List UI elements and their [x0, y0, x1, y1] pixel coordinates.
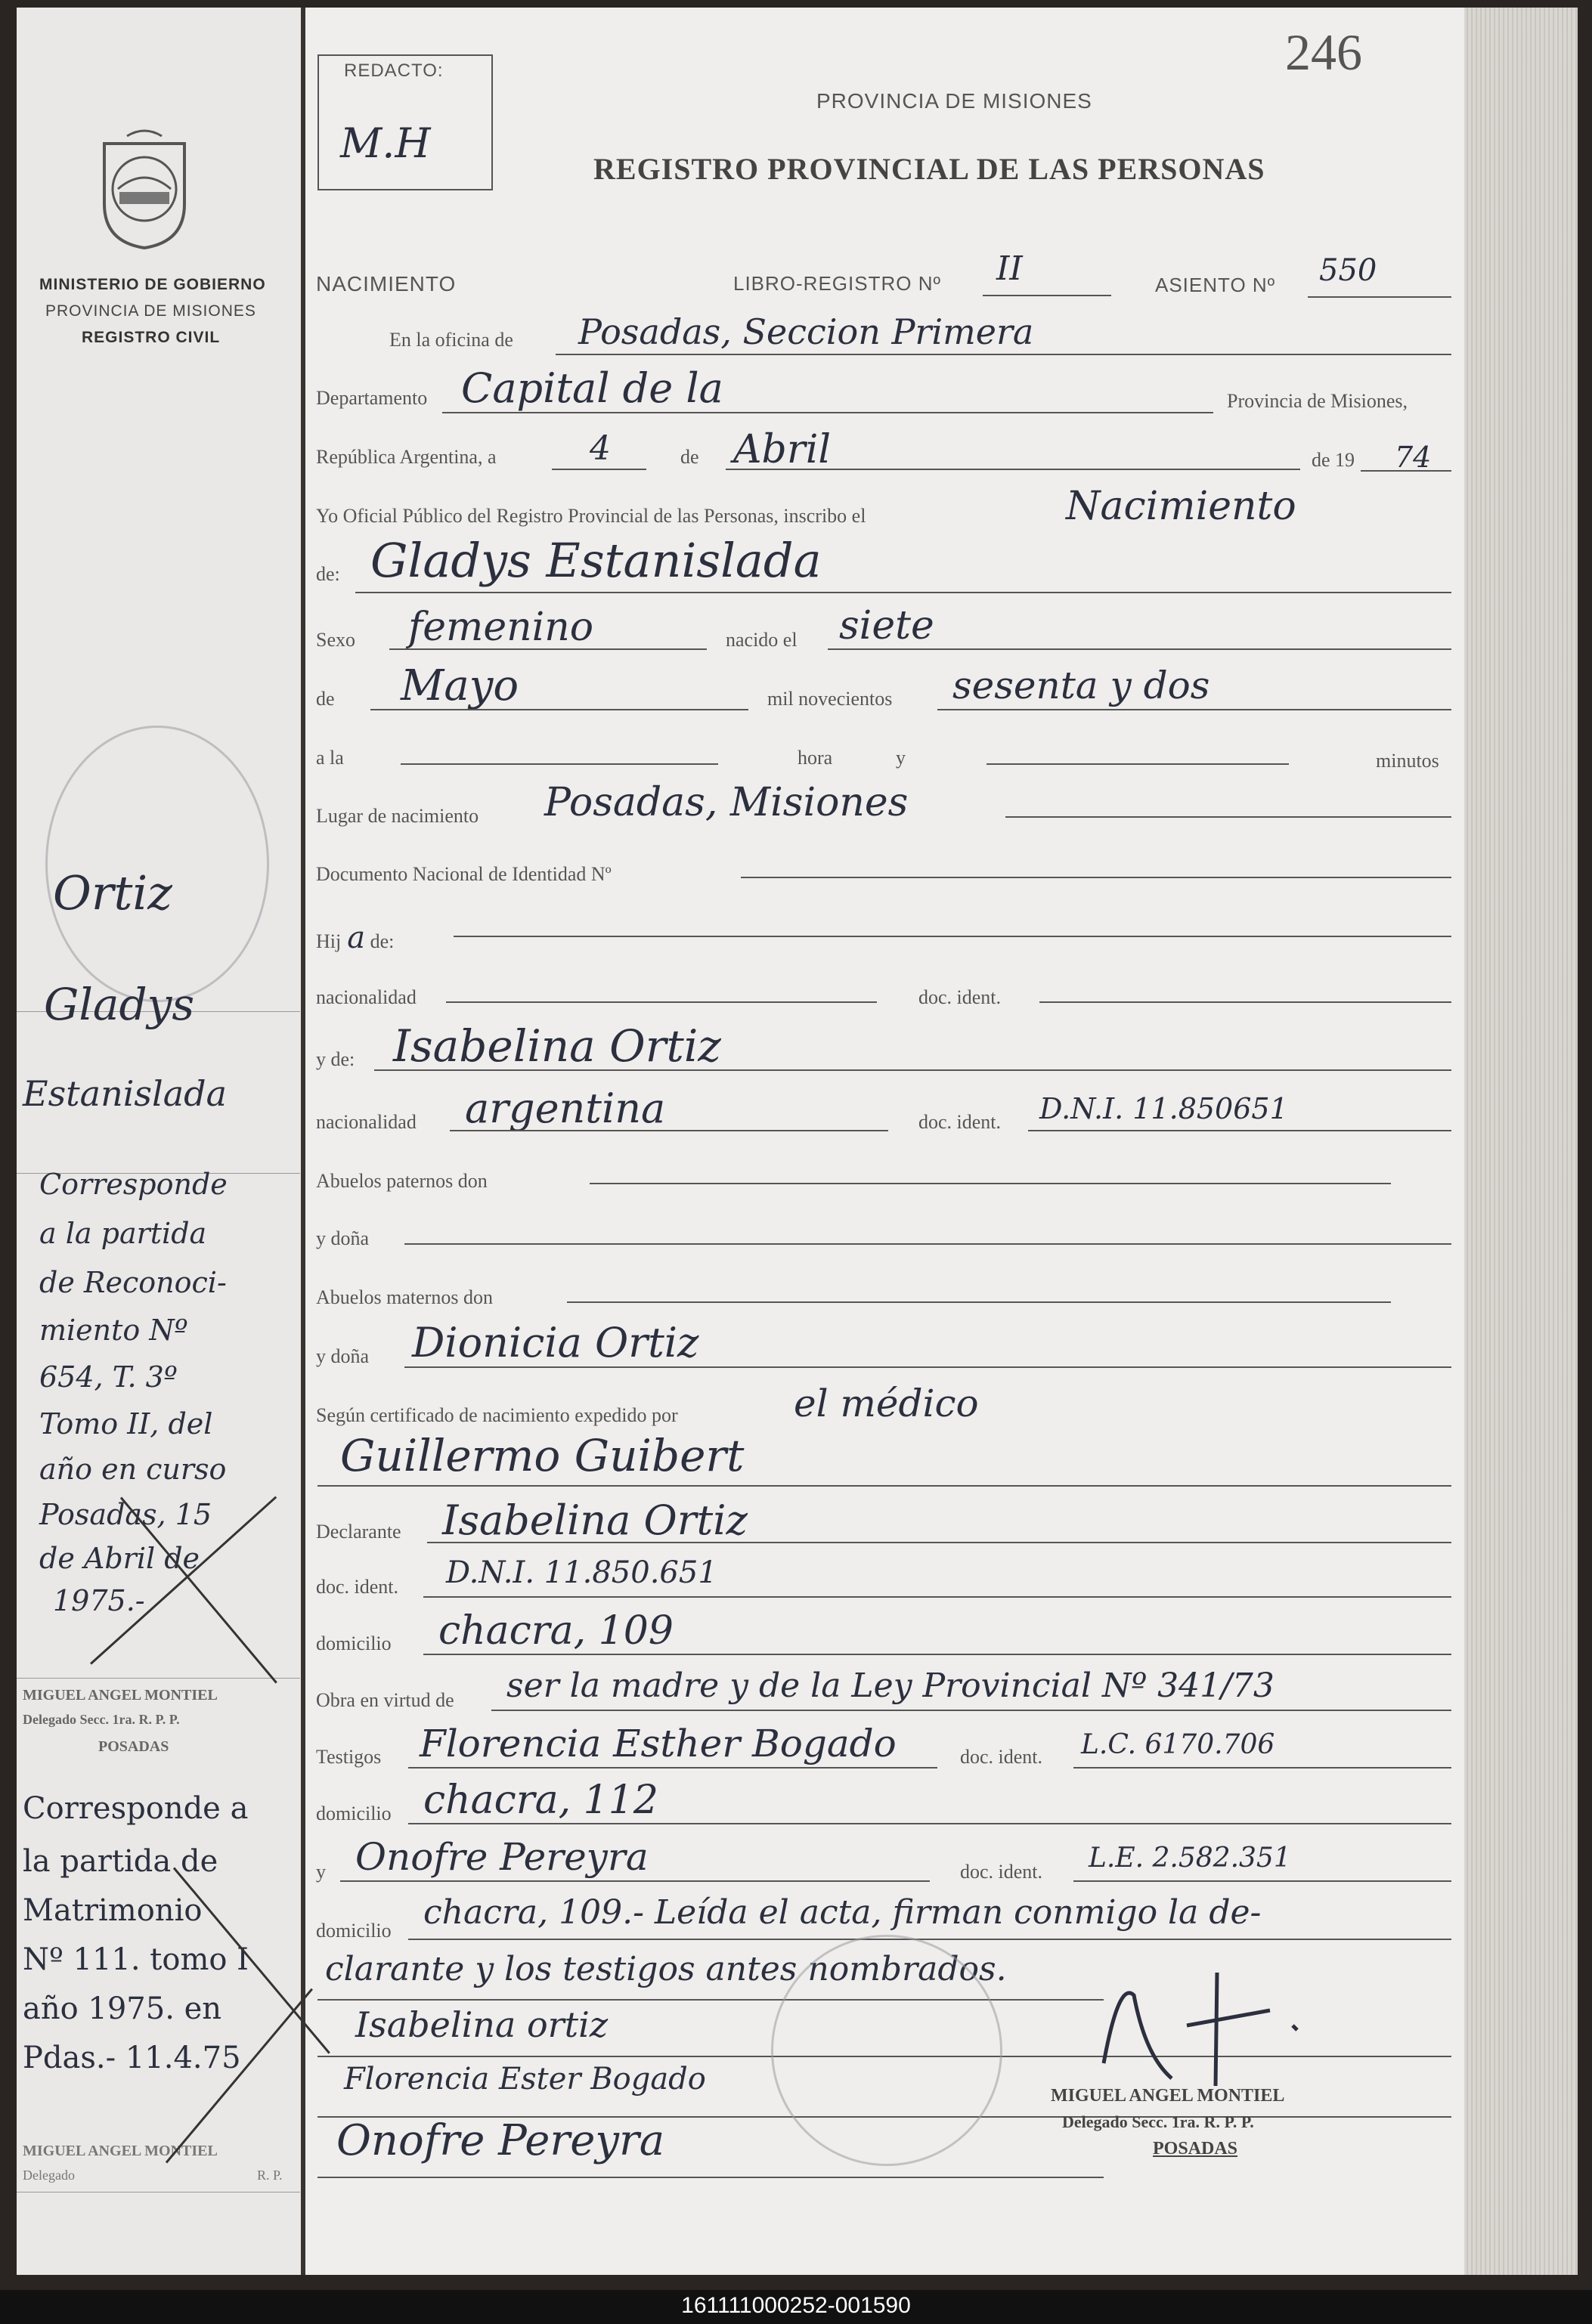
page-number: 246 — [1285, 23, 1362, 81]
signature-testigo-1: Florencia Ester Bogado — [344, 2062, 706, 2097]
margin-name-1: Gladys — [44, 979, 195, 1030]
margin-note-2-line: la partida de — [23, 1844, 218, 1879]
image-code: 161111000252-001590 — [681, 2293, 911, 2318]
doc-testigo-2-label: doc. ident. — [960, 1861, 1043, 1883]
page-divider — [301, 8, 305, 2275]
testigos-label: Testigos — [316, 1746, 382, 1768]
a-la-label: a la — [316, 747, 344, 769]
margin-stamp-1-name: MIGUEL ANGEL MONTIEL — [23, 1687, 218, 1704]
y-dona-2-label: y doña — [316, 1345, 370, 1367]
medico-value: Guillermo Guibert — [340, 1430, 745, 1481]
de-label: de — [680, 446, 699, 468]
redacto-value: M.H — [340, 119, 431, 167]
hora-label: hora — [798, 747, 833, 769]
abuelos-paternos-label: Abuelos paternos don — [316, 1170, 488, 1192]
margin-note-2-line: Pdas.- 11.4.75 — [23, 2041, 241, 2075]
doc-testigo-1-value: L.C. 6170.706 — [1081, 1729, 1275, 1760]
hij-de-label: de: — [370, 930, 395, 952]
testigo-2-value: Onofre Pereyra — [355, 1835, 649, 1879]
asiento-label: ASIENTO Nº — [1155, 274, 1276, 296]
ministry-line-2: PROVINCIA DE MISIONES — [45, 302, 256, 320]
domicilio-testigo-1-label: domicilio — [316, 1803, 392, 1824]
nacionalidad-padre-label: nacionalidad — [316, 986, 417, 1008]
official-stamp-name: MIGUEL ANGEL MONTIEL — [1051, 2086, 1285, 2106]
segun-label: Según certificado de nacimiento expedido por — [316, 1404, 678, 1426]
testigo-1-value: Florencia Esther Bogado — [420, 1722, 897, 1765]
signature-testigo-2: Onofre Pereyra — [336, 2116, 665, 2165]
provincia-label: Provincia de Misiones, — [1227, 390, 1408, 412]
margin-stamp-2-name: MIGUEL ANGEL MONTIEL — [23, 2143, 218, 2159]
y-dona-1-label: y doña — [316, 1227, 370, 1249]
nombre-value: Gladys Estanislada — [370, 533, 822, 588]
anio-label: de 19 — [1312, 449, 1355, 471]
hij-suffix: a — [347, 921, 366, 955]
obra-label: Obra en virtud de — [316, 1689, 454, 1711]
margin-note-1-line: 654, T. 3º — [39, 1360, 178, 1394]
doc-testigo-2-value: L.E. 2.582.351 — [1089, 1843, 1291, 1874]
obra-value: ser la madre y de la Ley Provincial Nº 341/73 — [506, 1666, 1275, 1705]
oficina-label: En la oficina de — [389, 329, 513, 351]
asiento-value: 550 — [1319, 253, 1377, 288]
margin-note-1-line: de Abril de — [39, 1542, 200, 1575]
y-de-label: y de: — [316, 1048, 355, 1070]
declarante-value: Isabelina Ortiz — [442, 1496, 748, 1544]
margin-note-2-line: año 1975. en — [23, 1991, 222, 2026]
lugar-value: Posadas, Misiones — [544, 780, 909, 825]
republica-label: República Argentina, a — [316, 446, 497, 468]
signature-declarante: Isabelina ortiz — [355, 2004, 609, 2045]
domicilio-testigo-2-label: domicilio — [316, 1920, 392, 1942]
mes-nac-value: Mayo — [401, 661, 519, 710]
ministry-line-1: MINISTERIO DE GOBIERNO — [39, 276, 266, 293]
oficina-value: Posadas, Seccion Primera — [578, 311, 1034, 352]
doc-padre-label: doc. ident. — [918, 986, 1002, 1008]
libro-value: II — [996, 249, 1023, 288]
margin-note-2-line: Matrimonio — [23, 1893, 203, 1928]
official-signature — [1073, 1965, 1315, 2097]
yo-oficial-label: Yo Oficial Público del Registro Provincial de las Personas, inscribo el — [316, 505, 866, 527]
abuela-value: Dionicia Ortiz — [412, 1319, 699, 1366]
margin-surname: Ortiz — [53, 865, 172, 921]
declarante-label: Declarante — [316, 1521, 401, 1543]
margin-stamp-2-title: Delegado — [23, 2168, 75, 2183]
nacido-value: siete — [839, 603, 934, 648]
doc-madre-label: doc. ident. — [918, 1111, 1002, 1133]
madre-value: Isabelina Ortiz — [393, 1020, 721, 1072]
mil-novecientos-label: mil novecientos — [767, 688, 893, 710]
book-page-edges — [1464, 8, 1578, 2275]
departamento-value: Capital de la — [461, 364, 723, 412]
hij-label — [316, 921, 394, 955]
inscribo-value: Nacimiento — [1066, 484, 1296, 529]
margin-note-1-line: año en curso — [39, 1453, 227, 1486]
sexo-label: Sexo — [316, 629, 355, 651]
ministry-seal — [97, 128, 192, 253]
registry-title: REGISTRO PROVINCIAL DE LAS PERSONAS — [593, 152, 1265, 186]
official-stamp-city: POSADAS — [1153, 2139, 1238, 2158]
margin-note-2-line: Nº 111. tomo I — [23, 1942, 249, 1977]
official-stamp-title: Delegado Secc. 1ra. R. P. P. — [1062, 2112, 1254, 2131]
anio-value: 74 — [1395, 441, 1432, 474]
dia-value: 4 — [590, 429, 611, 468]
redacto-label: REDACTO: — [344, 60, 444, 81]
sexo-value: femenino — [408, 605, 594, 650]
margin-note-2-line: Corresponde a — [23, 1791, 249, 1826]
mes-value: Abril — [733, 427, 831, 472]
margin-note-1-line: 1975.- — [53, 1584, 145, 1617]
nacionalidad-madre-label: nacionalidad — [316, 1111, 417, 1133]
domicilio-declarante-value: chacra, 109 — [438, 1608, 674, 1654]
hij-prefix: Hij — [316, 930, 342, 952]
lugar-label: Lugar de nacimiento — [316, 805, 479, 827]
doc-declarante-label: doc. ident. — [316, 1576, 399, 1598]
doc-declarante-value: D.N.I. 11.850.651 — [446, 1555, 717, 1590]
margin-stamp-2-rp: R. P. — [257, 2168, 283, 2183]
margin-note-1-line: miento Nº — [39, 1314, 188, 1347]
margin-note-1-line: Posadas, 15 — [39, 1498, 212, 1531]
margin-stamp-1-city: POSADAS — [98, 1738, 169, 1755]
margin-round-stamp — [45, 726, 269, 1002]
libro-label: LIBRO-REGISTRO Nº — [733, 272, 941, 295]
cierre-value: clarante y los testigos antes nombrados. — [325, 1950, 1007, 1988]
departamento-label: Departamento — [316, 387, 428, 409]
minutos-label: minutos — [1376, 750, 1439, 772]
abuelos-maternos-label: Abuelos maternos don — [316, 1286, 493, 1308]
y-label: y — [896, 747, 906, 769]
de-nombre-label: de: — [316, 563, 340, 585]
ministry-line-3: REGISTRO CIVIL — [82, 329, 221, 346]
margin-stamp-1-title: Delegado Secc. 1ra. R. P. P. — [23, 1712, 180, 1727]
domicilio-testigo-2-value: chacra, 109.- Leída el acta, firman conmigo la de- — [423, 1893, 1262, 1932]
domicilio-declarante-label: domicilio — [316, 1632, 392, 1654]
domicilio-testigo-1-value: chacra, 112 — [423, 1778, 658, 1823]
nacionalidad-madre-value: argentina — [465, 1085, 666, 1132]
margin-note-1-line: Corresponde — [39, 1168, 228, 1201]
segun-value: el médico — [794, 1382, 979, 1425]
margin-note-1-line: a la partida — [39, 1217, 207, 1250]
y-testigo-label: y — [316, 1861, 326, 1883]
nacido-label: nacido el — [726, 629, 798, 651]
province-title: PROVINCIA DE MISIONES — [816, 89, 1092, 113]
de-mes-label: de — [316, 688, 335, 710]
margin-name-2: Estanislada — [23, 1073, 228, 1114]
doc-madre-value: D.N.I. 11.850651 — [1039, 1092, 1288, 1125]
registry-round-stamp — [771, 1935, 1002, 2166]
left-margin-page — [17, 8, 304, 2275]
margin-note-1-line: de Reconoci- — [39, 1266, 227, 1299]
margin-note-1-line: Tomo II, del — [39, 1407, 213, 1441]
doc-testigo-1-label: doc. ident. — [960, 1746, 1043, 1768]
dni-label: Documento Nacional de Identidad Nº — [316, 863, 612, 885]
anio-nac-value: sesenta y dos — [952, 664, 1210, 707]
nacimiento-label: NACIMIENTO — [316, 272, 457, 296]
